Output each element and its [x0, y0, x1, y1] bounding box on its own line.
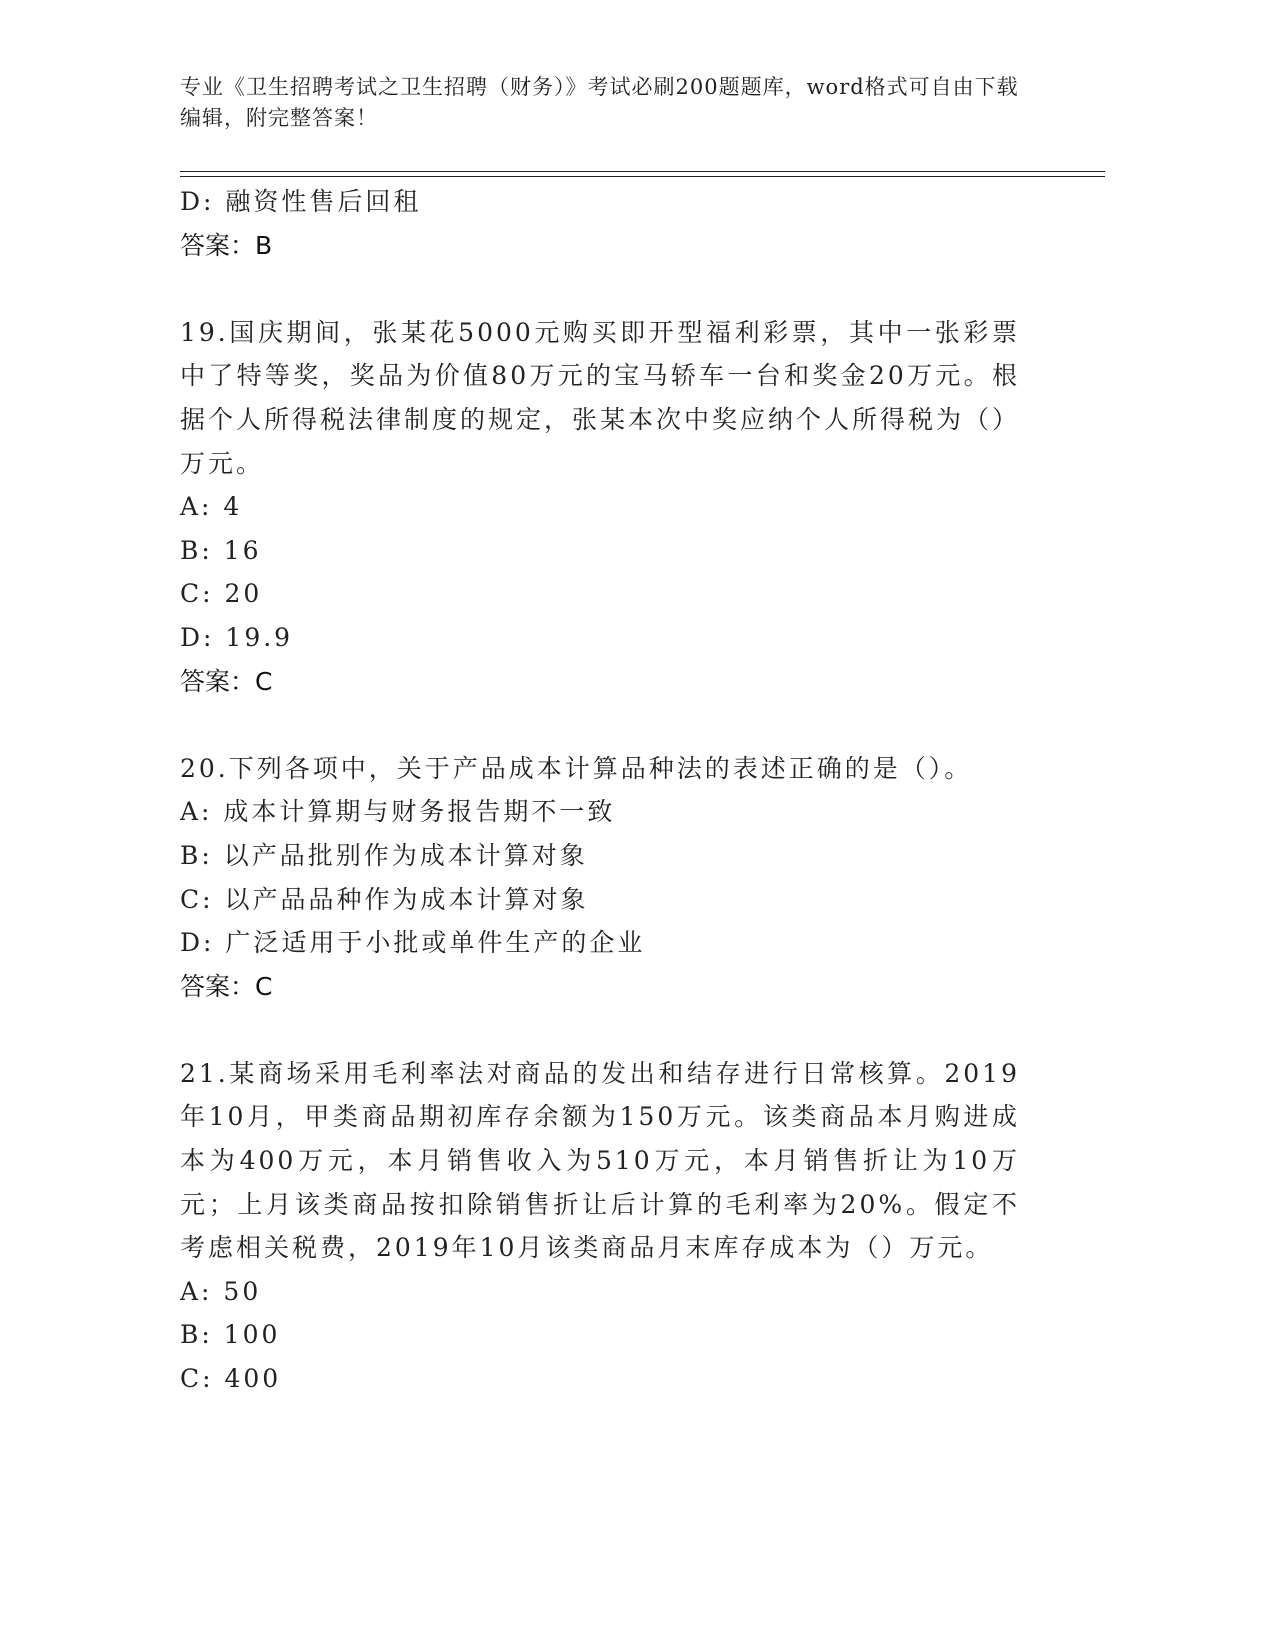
- spacer: [180, 267, 1020, 311]
- spacer: [180, 1008, 1020, 1052]
- question-21-option-a: A: 50: [180, 1276, 262, 1306]
- prev-option-d: D: 融资性售后回租: [180, 187, 422, 216]
- question-21-option-c: C: 400: [180, 1364, 282, 1394]
- question-20-option-d: D: 广泛适用于小批或单件生产的企业: [180, 928, 646, 958]
- question-20-option-b: B: 以产品批别作为成本计算对象: [180, 840, 588, 870]
- spacer: [180, 703, 1020, 747]
- question-19-option-b: B: 16: [180, 535, 262, 565]
- question-20-option-c: C: 以产品品种作为成本计算对象: [180, 884, 589, 914]
- question-20-option-a: A: 成本计算期与财务报告期不一致: [180, 797, 616, 827]
- question-20-answer: 答案：C: [180, 971, 273, 1001]
- question-content: [180, 180, 1020, 1401]
- question-19-answer: 答案：C: [180, 666, 273, 696]
- question-21-option-b: B: 100: [180, 1320, 281, 1350]
- page-header: 专业《卫生招聘考试之卫生招聘（财务）》考试必刷200题题库，word格式可自由下载编辑，附完整答案！: [180, 75, 1019, 130]
- question-19-option-d: D: 19.9: [180, 622, 294, 652]
- prev-answer: 答案：B: [180, 230, 273, 260]
- header-divider-top: [180, 171, 1105, 172]
- header-divider-bottom: [180, 176, 1105, 177]
- question-21-stem: 21.某商场采用毛利率法对商品的发出和结存进行日常核算。2019年10月，甲类商品期初库存余额为150万元。该类商品本月购进成本为400万元，本月销售收入为510万元，本月销售折让为10万元；上月该类商品按扣除销售折让后计算的毛利率为20%。假定不考虑相关税费，2019年10月该类商品月末库存成本为（）万元。: [180, 1058, 1020, 1263]
- question-19-option-c: C: 20: [180, 579, 263, 609]
- question-20-stem: 20.下列各项中，关于产品成本计算品种法的表述正确的是（）。: [180, 753, 973, 783]
- question-19-option-a: A: 4: [180, 492, 243, 522]
- question-19-stem: 19.国庆期间，张某花5000元购买即开型福利彩票，其中一张彩票中了特等奖，奖品为价值80万元的宝马轿车一台和奖金20万元。根据个人所得税法律制度的规定，张某本次中奖应纳个人所得税为（）万元。: [180, 317, 1021, 478]
